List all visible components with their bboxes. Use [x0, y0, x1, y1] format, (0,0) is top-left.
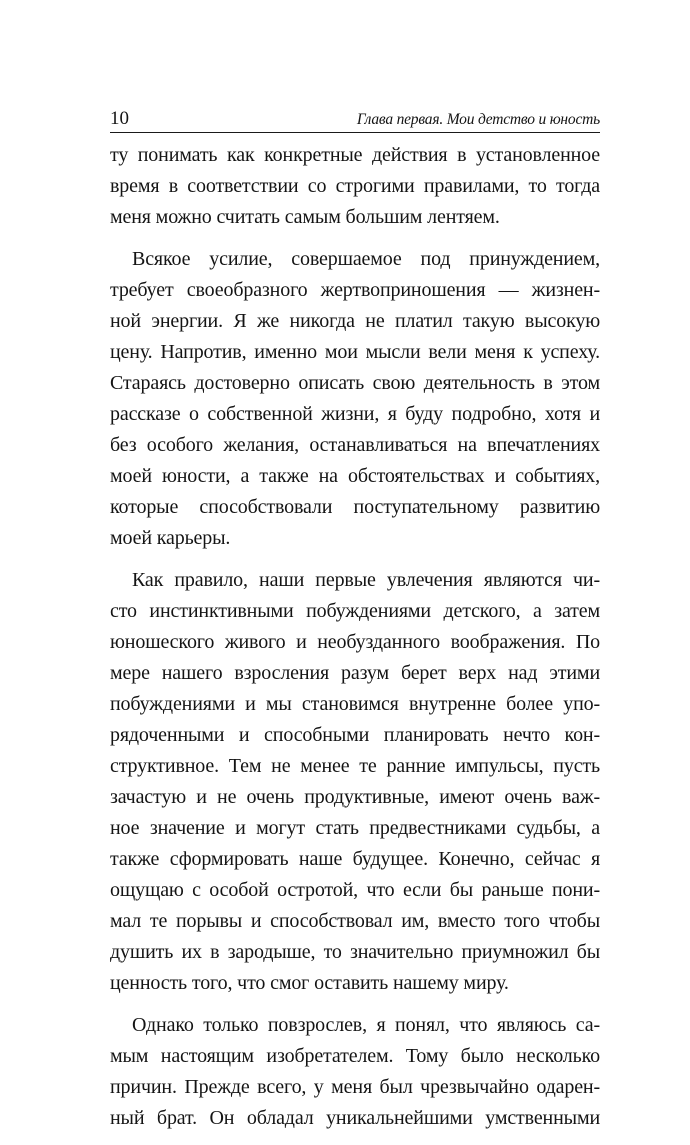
text-line: ный брат. Он обладал уникальнейшими умственными [110, 1107, 600, 1129]
text-line: моей юности, а также на обстоятельствах и событиях, [110, 465, 600, 487]
text-line: мым настоящим изобретателем. Тому было несколько [110, 1045, 600, 1067]
running-head: Глава первая. Мои детство и юность [356, 111, 600, 128]
body-text [110, 140, 600, 1145]
text-line: мере нашего взросления разум берет верх над этими [110, 662, 600, 684]
text-line: душить их в зародыше, то значительно приумножил бы [110, 941, 600, 963]
paragraph-4 [110, 1010, 600, 1134]
text-line: рядоченными и способными планировать нечто кон- [110, 724, 600, 746]
text-line: моей карьеры. [110, 527, 231, 549]
paragraph-2 [110, 244, 600, 554]
text-line: цену. Напротив, именно мои мысли вели меня к успеху. [110, 341, 600, 363]
text-line: ной энергии. Я же никогда не платил такую высокую [110, 310, 600, 332]
text-line: зачастую и не очень продуктивные, имеют очень важ- [110, 786, 600, 808]
text-line: мал те порывы и способствовал им, вместо того чтобы [110, 910, 600, 932]
text-line: без особого желания, останавливаться на впечатлениях [110, 434, 600, 456]
page-header [110, 108, 600, 130]
text-line: структивное. Тем не менее те ранние импульсы, пусть [110, 755, 600, 777]
text-line: причин. Прежде всего, у меня был чрезвычайно одарен- [110, 1076, 600, 1098]
paragraph-1 [110, 140, 600, 233]
paragraph-3 [110, 565, 600, 999]
text-line: Однако только повзрослев, я понял, что являюсь са- [132, 1014, 600, 1036]
text-line: ту понимать как конкретные действия в установленное [110, 144, 600, 166]
text-line: которые способствовали поступательному развитию [110, 496, 600, 518]
text-line: время в соответствии со строгими правилами, то тогда [110, 175, 600, 197]
page-number: 10 [110, 108, 129, 129]
header-rule [110, 132, 600, 133]
text-line: ценность того, что смог оставить нашему миру. [110, 972, 509, 994]
text-line: также сформировать наше будущее. Конечно, сейчас я [110, 848, 600, 870]
text-line: побуждениями и мы становимся внутренне более упо- [110, 693, 600, 715]
text-line: Всякое усилие, совершаемое под принуждением, [132, 248, 600, 270]
text-line: сто инстинктивными побуждениями детского, а затем [110, 600, 600, 622]
text-line: ное значение и могут стать предвестниками судьбы, а [110, 817, 600, 839]
text-line: Как правило, наши первые увлечения являются чи- [132, 569, 600, 591]
text-line: Стараясь достоверно описать свою деятельность в этом [110, 372, 600, 394]
text-line: требует своеобразного жертвоприношения — жизнен- [110, 279, 600, 301]
text-line: юношеского живого и необузданного воображения. По [110, 631, 600, 653]
text-line: меня можно считать самым большим лентяем. [110, 206, 500, 228]
text-line: рассказе о собственной жизни, я буду подробно, хотя и [110, 403, 600, 425]
text-line: ощущаю с особой остротой, что если бы раньше пони- [110, 879, 600, 901]
